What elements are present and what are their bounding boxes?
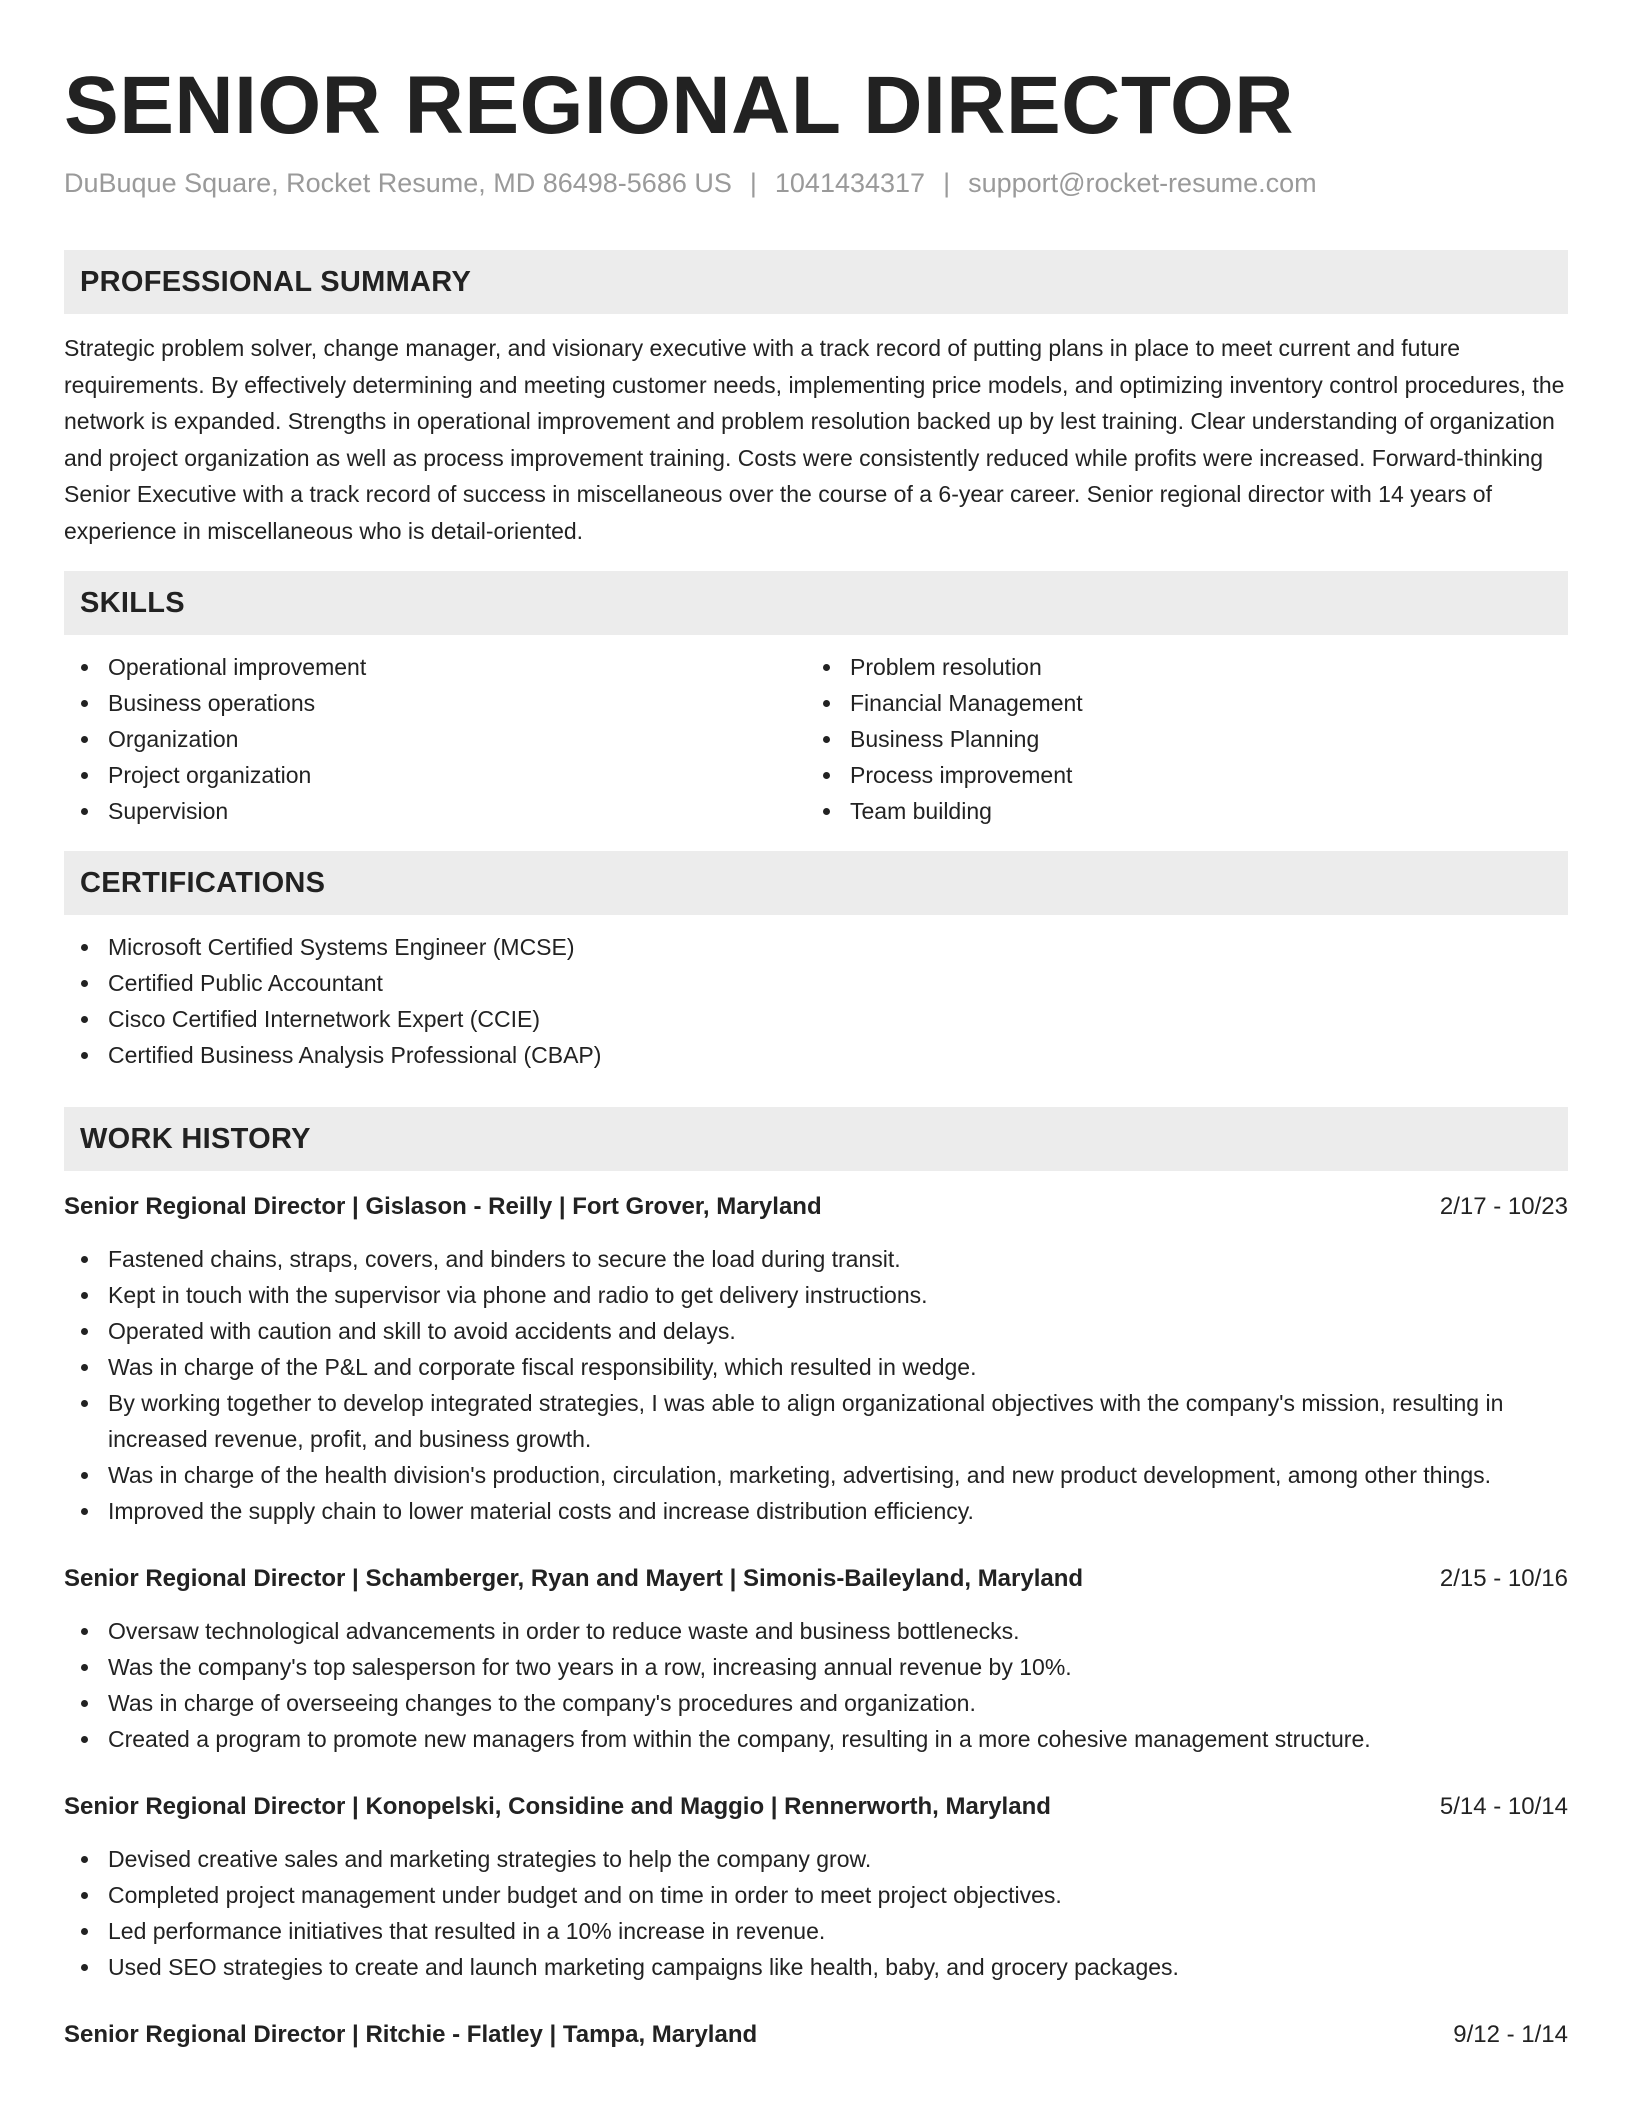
job-entry — [64, 1789, 1568, 1985]
skill-item: Project organization — [64, 757, 806, 793]
skill-item: Business Planning — [806, 721, 1548, 757]
certification-item: Microsoft Certified Systems Engineer (MCSE) — [64, 929, 1568, 965]
skill-item: Financial Management — [806, 685, 1548, 721]
skill-item: Business operations — [64, 685, 806, 721]
work-history-list — [64, 1189, 1568, 2053]
certification-item: Certified Public Accountant — [64, 965, 1568, 1001]
job-header — [64, 1789, 1568, 1825]
job-dates: 2/15 - 10/16 — [1439, 1565, 1568, 1592]
skill-item: Supervision — [64, 793, 806, 829]
job-header — [64, 2017, 1568, 2053]
job-bullet: Was the company's top salesperson for two years in a row, increasing annual revenue by 10%. — [64, 1649, 1568, 1685]
job-entry — [64, 1189, 1568, 1529]
contact-phone: 1041434317 — [774, 168, 926, 198]
contact-separator: | — [749, 168, 757, 198]
job-bullets — [64, 1241, 1568, 1529]
job-bullet: Was in charge of overseeing changes to the company's procedures and organization. — [64, 1685, 1568, 1721]
section-header-certifications: CERTIFICATIONS — [64, 851, 1568, 915]
skills-columns — [64, 649, 1568, 829]
resume-name: SENIOR REGIONAL DIRECTOR — [64, 60, 1294, 151]
job-bullet: Operated with caution and skill to avoid accidents and delays. — [64, 1313, 1568, 1349]
section-header-work-history: WORK HISTORY — [64, 1107, 1568, 1171]
contact-email: support@rocket-resume.com — [968, 168, 1317, 198]
contact-address: DuBuque Square, Rocket Resume, MD 86498-5686 US — [64, 168, 732, 198]
job-title: Senior Regional Director | Gislason - Reilly | Fort Grover, Maryland — [64, 1193, 822, 1220]
job-bullet: Oversaw technological advancements in order to reduce waste and business bottlenecks. — [64, 1613, 1568, 1649]
skills-list-left — [64, 649, 806, 829]
job-bullet: By working together to develop integrated strategies, I was able to align organizational objectives with the company's mission, resulting in increased revenue, profit, and business growth. — [64, 1385, 1568, 1457]
job-bullet: Kept in touch with the supervisor via phone and radio to get delivery instructions. — [64, 1277, 1568, 1313]
skill-item: Operational improvement — [64, 649, 806, 685]
job-bullet: Completed project management under budget and on time in order to meet project objectives. — [64, 1877, 1568, 1913]
job-dates: 9/12 - 1/14 — [1453, 2021, 1568, 2048]
certification-item: Cisco Certified Internetwork Expert (CCIE) — [64, 1001, 1568, 1037]
job-dates: 2/17 - 10/23 — [1439, 1193, 1568, 1220]
section-header-skills: SKILLS — [64, 571, 1568, 635]
job-bullet: Created a program to promote new managers from within the company, resulting in a more cohesive management structure. — [64, 1721, 1568, 1757]
job-header — [64, 1561, 1568, 1597]
job-dates: 5/14 - 10/14 — [1439, 1793, 1568, 1820]
job-entry — [64, 2017, 1568, 2053]
job-bullet: Devised creative sales and marketing strategies to help the company grow. — [64, 1841, 1568, 1877]
skill-item: Process improvement — [806, 757, 1548, 793]
job-title: Senior Regional Director | Schamberger, Ryan and Mayert | Simonis-Baileyland, Maryland — [64, 1565, 1084, 1592]
job-bullet: Was in charge of the P&L and corporate fiscal responsibility, which resulted in wedge. — [64, 1349, 1568, 1385]
job-bullet: Was in charge of the health division's production, circulation, marketing, advertising, and new product development, among other things. — [64, 1457, 1568, 1493]
contact-line — [64, 166, 1568, 200]
job-bullets — [64, 1841, 1568, 1985]
job-bullet: Used SEO strategies to create and launch marketing campaigns like health, baby, and grocery packages. — [64, 1949, 1568, 1985]
contact-separator: | — [943, 168, 951, 198]
skill-item: Organization — [64, 721, 806, 757]
job-title: Senior Regional Director | Konopelski, Considine and Maggio | Rennerworth, Maryland — [64, 1793, 1051, 1820]
job-header — [64, 1189, 1568, 1225]
certifications-list — [64, 929, 1568, 1073]
section-header-summary: PROFESSIONAL SUMMARY — [64, 250, 1568, 314]
skills-list-right — [806, 649, 1548, 829]
job-bullets — [64, 1613, 1568, 1757]
job-bullet: Fastened chains, straps, covers, and binders to secure the load during transit. — [64, 1241, 1568, 1277]
skill-item: Problem resolution — [806, 649, 1548, 685]
job-title: Senior Regional Director | Ritchie - Flatley | Tampa, Maryland — [64, 2021, 758, 2048]
job-bullet: Improved the supply chain to lower material costs and increase distribution efficiency. — [64, 1493, 1568, 1529]
resume-page — [64, 0, 1568, 2053]
certification-item: Certified Business Analysis Professional (CBAP) — [64, 1037, 1568, 1073]
job-entry — [64, 1561, 1568, 1757]
job-bullet: Led performance initiatives that resulted in a 10% increase in revenue. — [64, 1913, 1568, 1949]
summary-text: Strategic problem solver, change manager, and visionary executive with a track record of putting plans in place to meet current and future requirements. By effectively determining and meeting customer needs, implementing price models, and optimizing inventory control procedures, the network is expanded. Strengths in operational improvement and problem resolution backed up by lest training. Clear understanding of organization and project organization as well as process improvement training. Costs were consistently reduced while profits were increased. Forward-thinking Senior Executive with a track record of success in miscellaneous over the course of a 6-year career. Senior regional director with 14 years of experience in miscellaneous who is detail-oriented. — [64, 335, 1565, 544]
skill-item: Team building — [806, 793, 1548, 829]
